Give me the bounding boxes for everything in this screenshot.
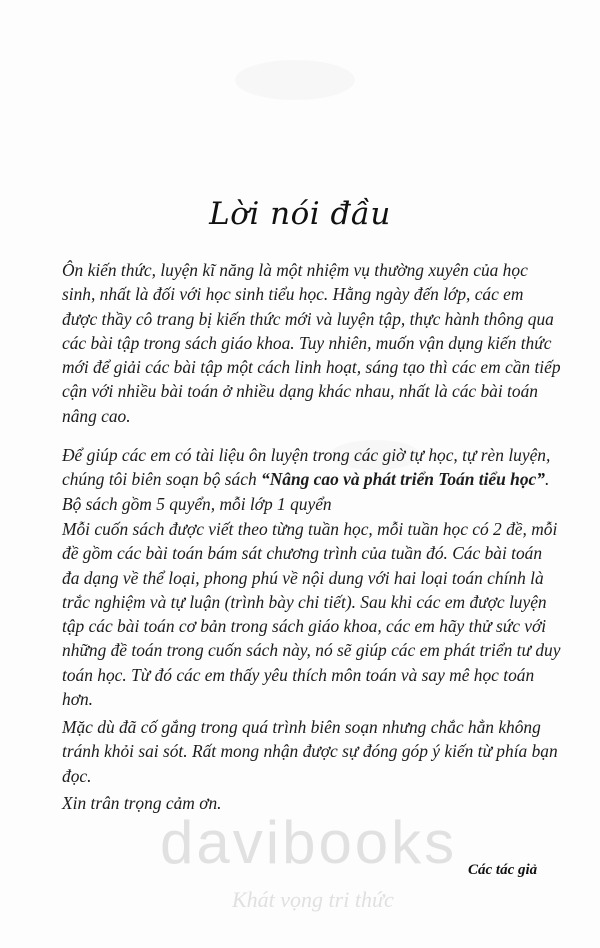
- book-series-name: “Nâng cao và phát triển Toán tiểu học”: [261, 469, 545, 490]
- paragraph-2: [62, 443, 562, 516]
- paragraph-5-text: Xin trân trọng cảm ơn.: [62, 793, 222, 813]
- paragraph-1: [62, 258, 562, 428]
- authors-signature: Các tác giả: [468, 862, 538, 878]
- paragraph-1-text: Ôn kiến thức, luyện kĩ năng là một nhiệm vụ thường xuyên của học sinh, nhất là đối với học sinh tiểu học. Hằng ngày đến lớp, các em được thầy cô trang bị kiến thức mới và luyện tập, thực hành thông qua các bài tập trong sách giáo khoa. Tuy nhiên, muốn vận dụng kiến thức mới để giải các bài tập một cách linh hoạt, sáng tạo thì các em cần tiếp cận với nhiều bài toán ở nhiều dạng khác nhau, nhất là các bài toán nâng cao.: [62, 260, 561, 426]
- watermark-tagline: Khát vọng tri thức: [232, 887, 394, 912]
- paragraph-2-text-start: Để giúp các em có tài liệu ôn luyện trong các giờ tự học, tự rèn luyện, chúng tôi biên soạn bộ sách: [62, 445, 551, 490]
- paragraph-4: [62, 715, 562, 788]
- paragraph-2-text-end: . Bộ sách gồm 5 quyển, mỗi lớp 1 quyển: [62, 469, 550, 514]
- paragraph-3-text: Mỗi cuốn sách được viết theo từng tuần học, mỗi tuần học có 2 đề, mỗi đề gồm các bài toán bám sát chương trình của tuần đó. Các bài toán đa dạng về thể loại, phong phú về nội dung với hai loại toán chính là trắc nghiệm và tự luận (trình bày chi tiết). Sau khi các em được luyện tập các bài toán cơ bản trong sách giáo khoa, các em hãy thử sức với những đề toán trong cuốn sách này, nó sẽ giúp các em phát triển tư duy toán học. Từ đó các em thấy yêu thích môn toán và say mê học toán hơn.: [62, 519, 561, 710]
- page-title: Lời nói đầu: [209, 196, 391, 232]
- paper-smudge: [235, 60, 355, 100]
- paragraph-3: [62, 517, 562, 711]
- watermark-logo: davibooks: [160, 809, 458, 876]
- paragraph-5: [62, 791, 562, 815]
- paragraph-4-text: Mặc dù đã cố gắng trong quá trình biên soạn nhưng chắc hẳn không tránh khỏi sai sót. Rất mong nhận được sự đóng góp ý kiến từ phía bạn đọc.: [62, 717, 558, 786]
